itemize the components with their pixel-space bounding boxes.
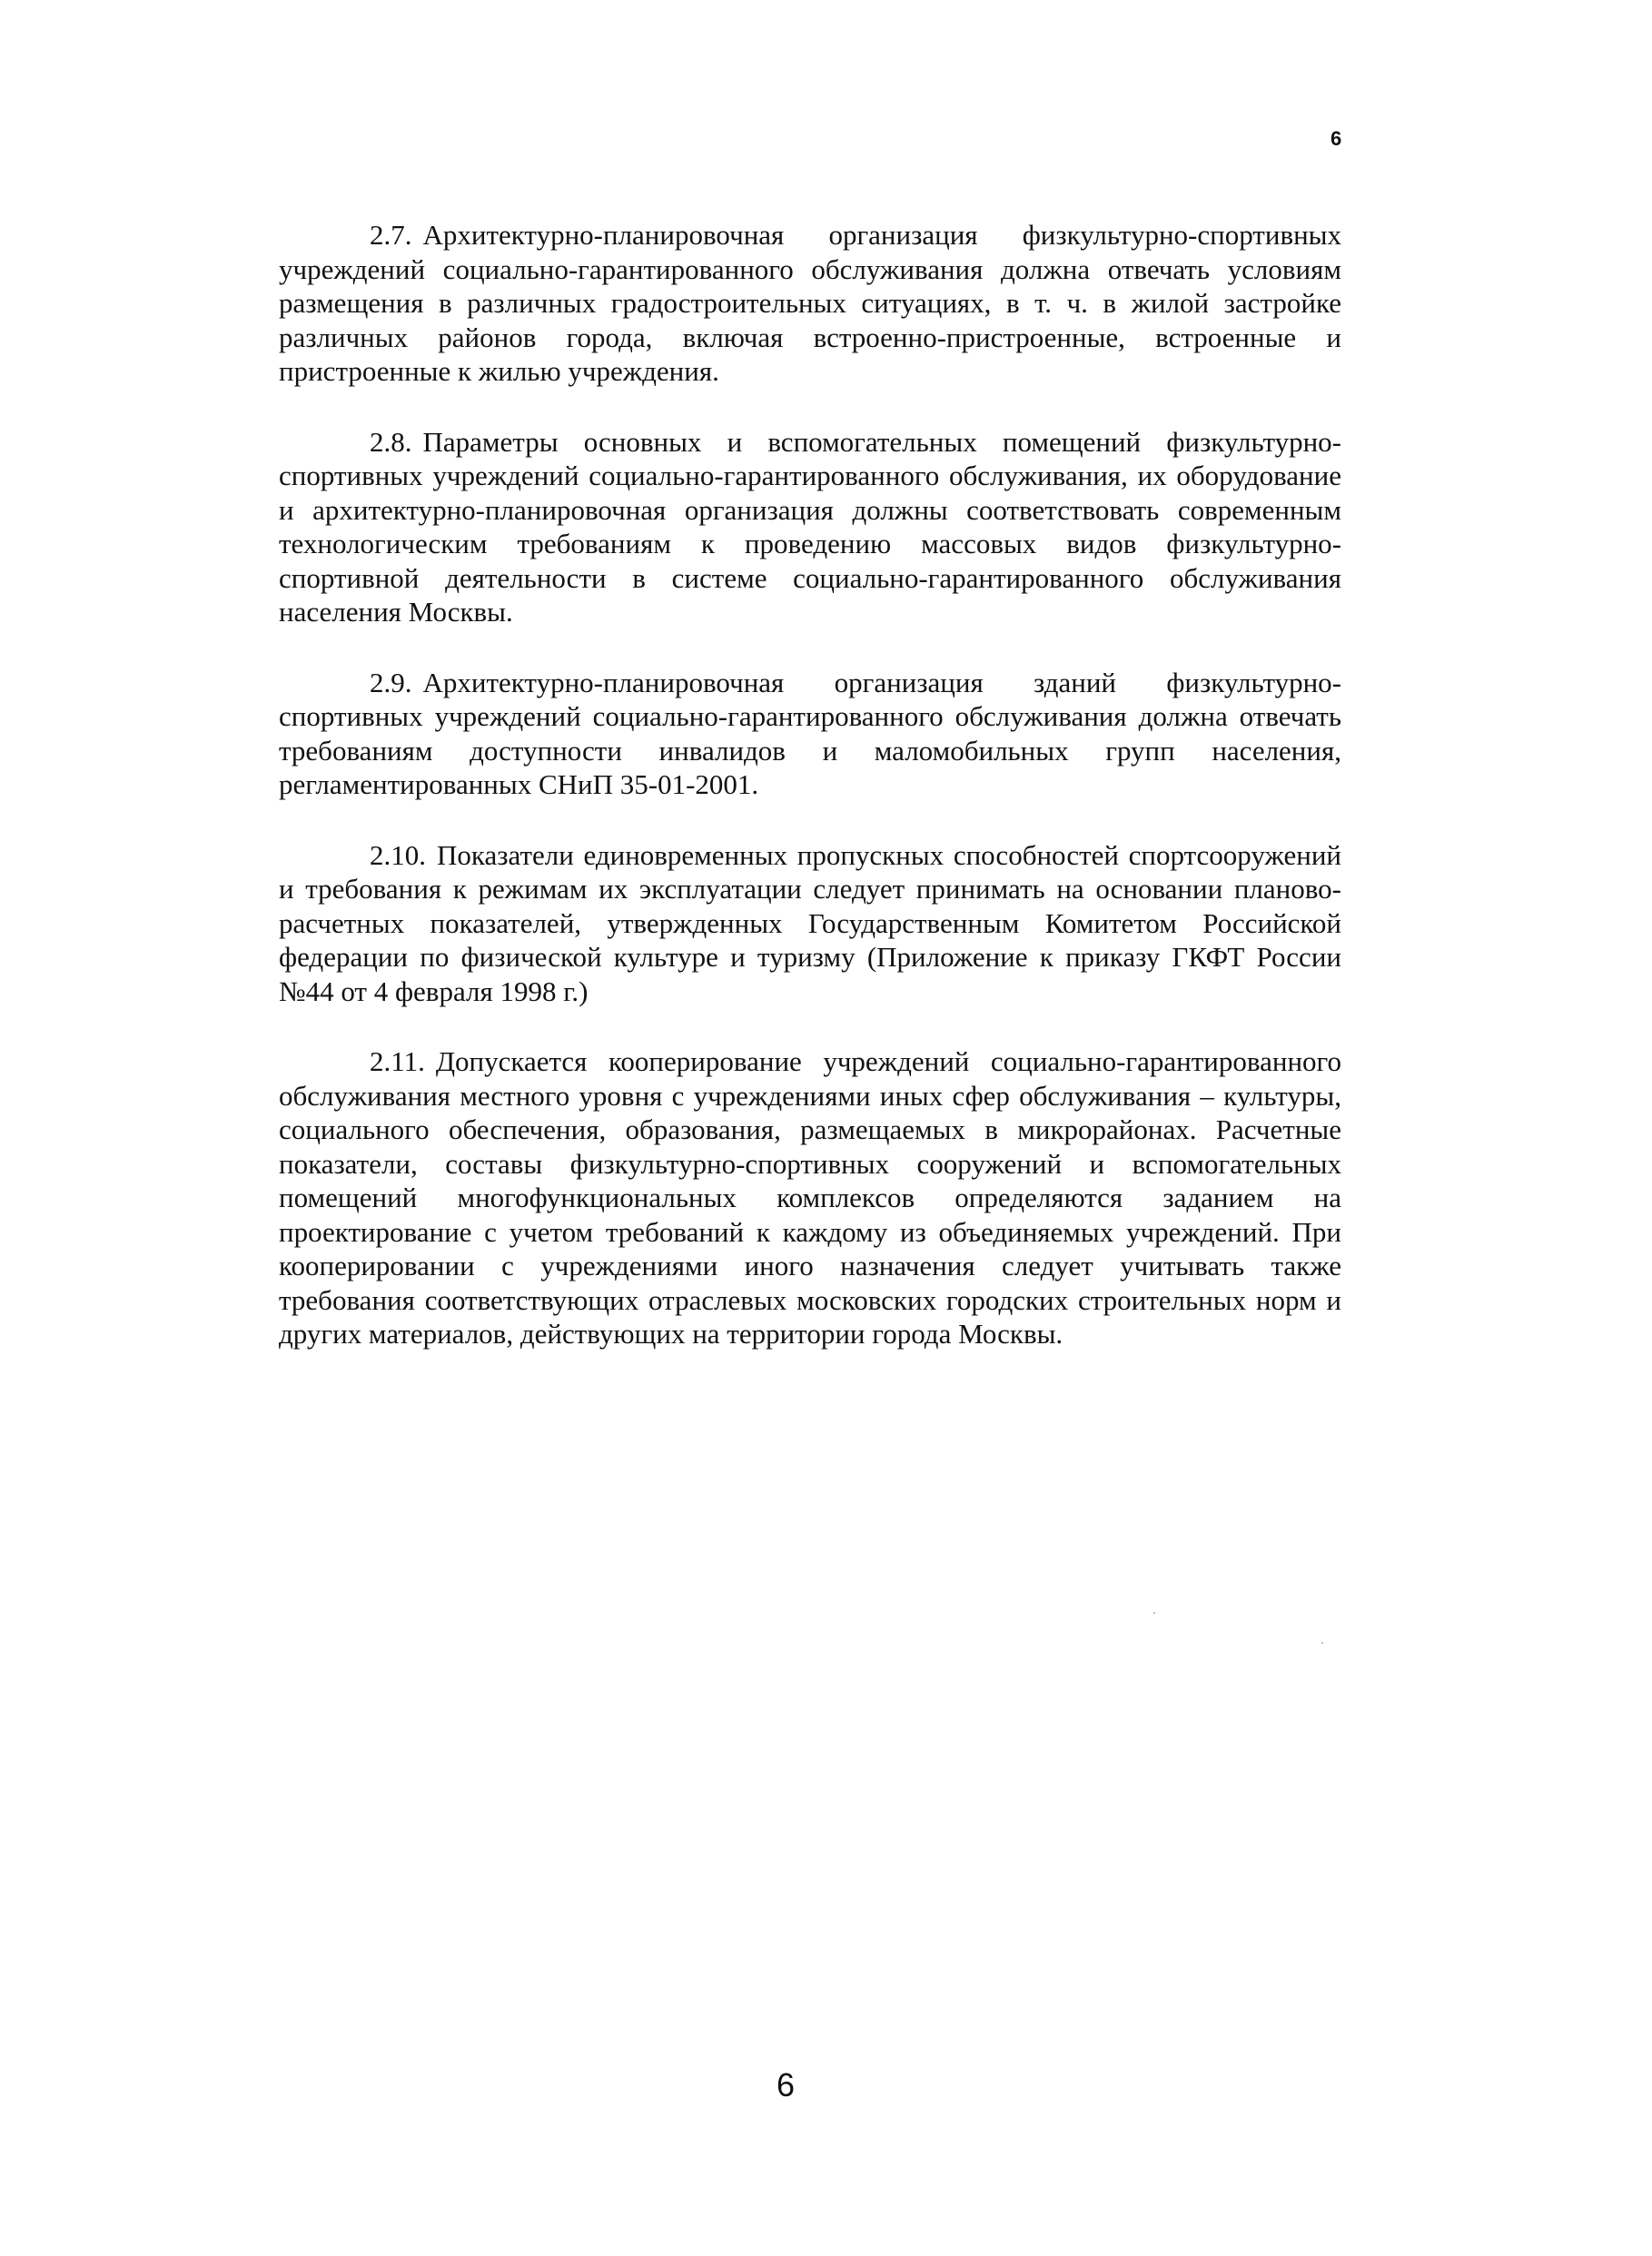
page-number-top: 6 [1331, 127, 1342, 150]
paragraph-number: 2.8. [370, 425, 412, 458]
paragraph-2-9 [279, 666, 1341, 802]
paragraph-2-8 [279, 425, 1341, 629]
paragraph-text: Показатели единовременных пропускных способностей спортсооружений и требования к режимам их эксплуатации следует принимать на основании планово-расчетных показателей, утвержденных Государственным Комитетом Российской федерации по физической культуре и туризму (Приложение к приказу ГКФТ России №44 от 4 февраля 1998 г.) [279, 838, 1341, 1007]
scan-speck [1321, 1642, 1323, 1644]
scan-speck [1153, 1612, 1155, 1614]
paragraph-number: 2.11. [370, 1045, 425, 1077]
paragraph-text: Параметры основных и вспомогательных помещений физкультурно-спортивных учреждений социально-гарантированного обслуживания, их оборудование и архитектурно-планировочная организация должны соответствовать современным технологическим требованиям к проведению массовых видов физкультурно-спортивной деятельности в системе социально-гарантированного обслуживания населения Москвы. [279, 425, 1341, 628]
paragraph-2-10 [279, 838, 1341, 1009]
document-body [279, 218, 1341, 1388]
paragraph-text: Архитектурно-планировочная организация физкультурно-спортивных учреждений социально-гарантированного обслуживания должна отвечать условиям размещения в различных градостроительных ситуациях, в т. ч. в жилой застройке различных районов города, включая встроенно-пристроенные, встроенные и пристроенные к жилью учреждения. [279, 219, 1341, 387]
paragraph-2-11 [279, 1044, 1341, 1351]
paragraph-number: 2.10. [370, 838, 426, 871]
paragraph-number: 2.9. [370, 666, 412, 698]
paragraph-text: Допускается кооперирование учреждений социально-гарантированного обслуживания местного уровня с учреждениями иных сфер обслуживания – культуры, социального обеспечения, образования, размещаемых в микрорайонах. Расчетные показатели, составы физкультурно-спортивных сооружений и вспомогательных помещений многофункциональных комплексов определяются заданием на проектирование с учетом требований к каждому из объединяемых учреждений. При кооперировании с учреждениями иного назначения следует учитывать также требования соответствующих отраслевых московских городских строительных норм и других материалов, действующих на территории города Москвы. [279, 1045, 1341, 1350]
page-number-bottom: 6 [776, 2066, 796, 2103]
paragraph-text: Архитектурно-планировочная организация зданий физкультурно-спортивных учреждений социально-гарантированного обслуживания должна отвечать требованиям доступности инвалидов и маломобильных групп населения, регламентированных СНиП 35-01-2001. [279, 666, 1341, 800]
paragraph-number: 2.7. [370, 219, 412, 251]
paragraph-2-7 [279, 218, 1341, 389]
